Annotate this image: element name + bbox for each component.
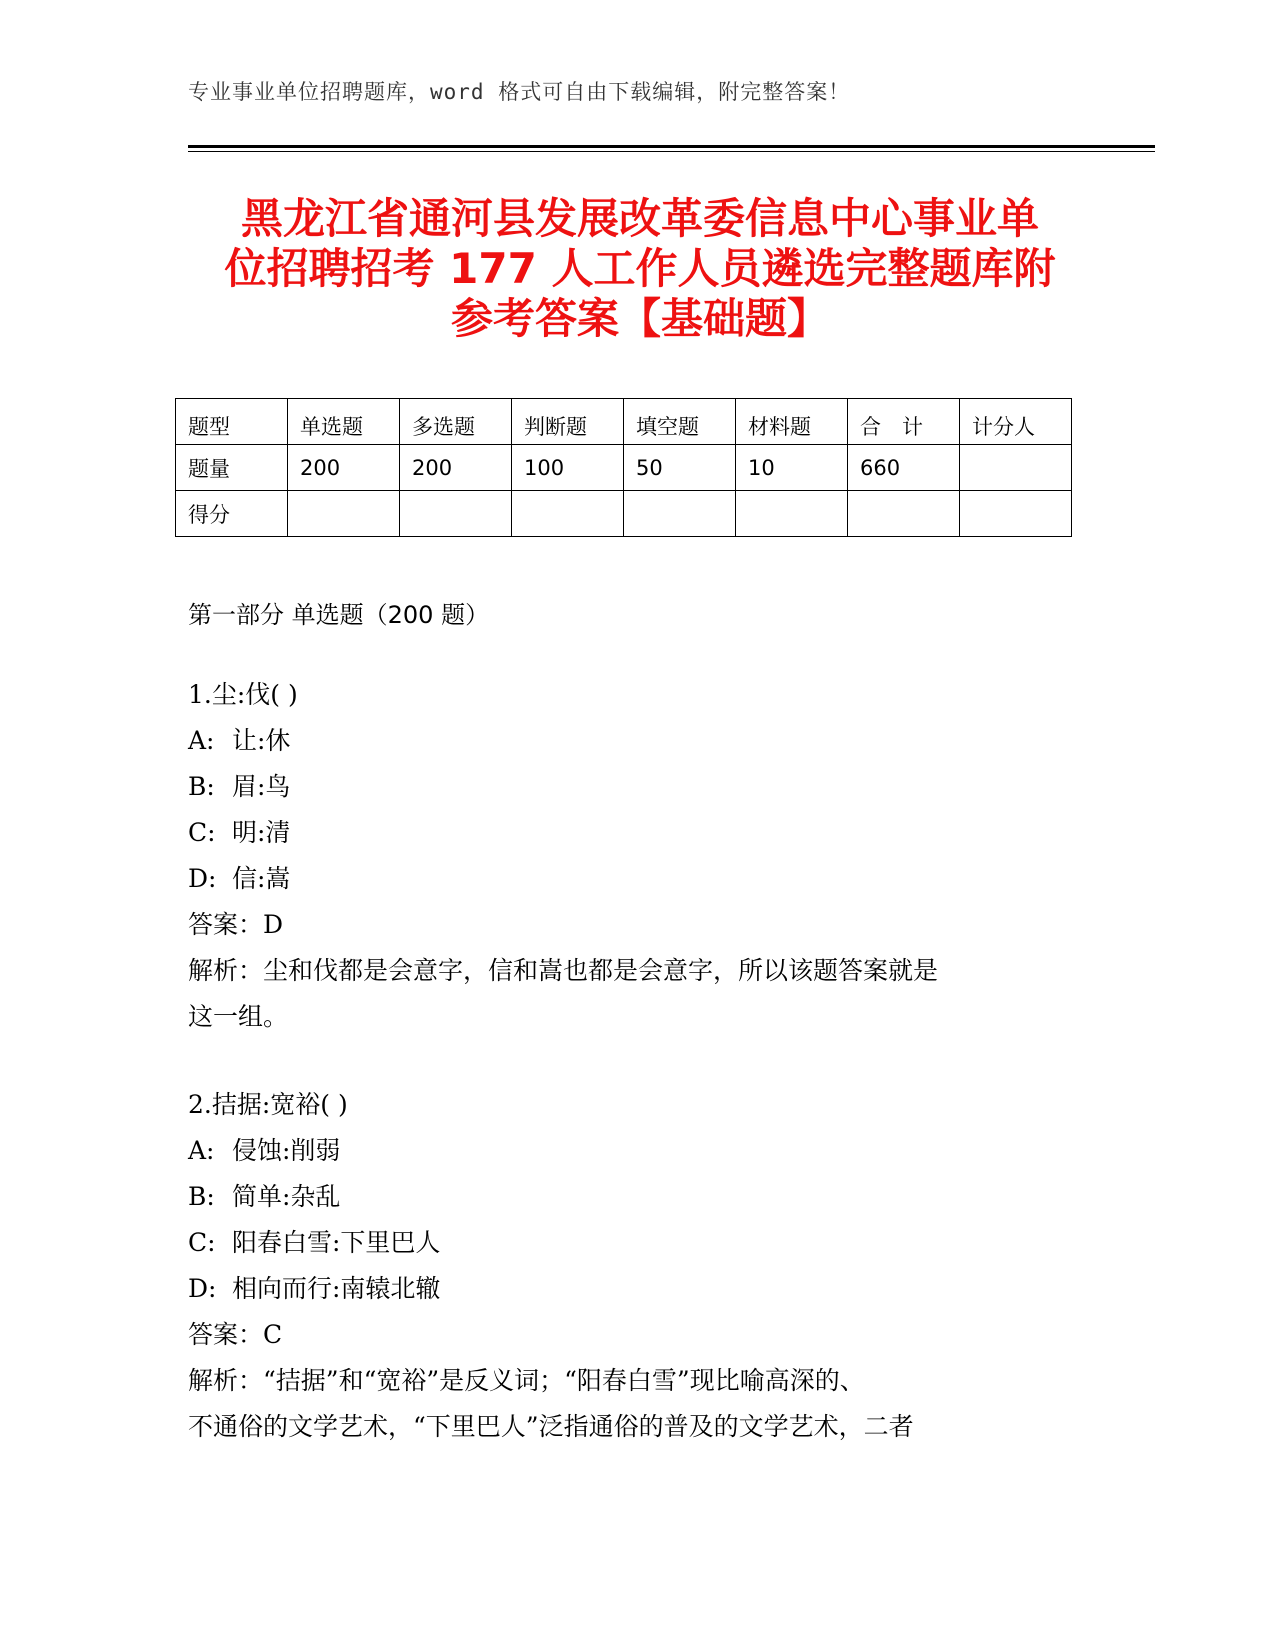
- answer-value: D: [263, 910, 284, 939]
- table-cell: 200: [400, 445, 512, 491]
- question-stem: 2.拮据:宽裕( ): [188, 1090, 348, 1119]
- title-line-3: 参考答案【基础题】: [450, 294, 829, 343]
- option-d: [188, 856, 1068, 902]
- table-cell: [848, 491, 960, 537]
- table-cell: [736, 491, 848, 537]
- option-letter: C:: [188, 818, 216, 847]
- header-cell: 填空题: [624, 399, 736, 445]
- header-cell: 合 计: [848, 399, 960, 445]
- answer: [188, 1312, 1068, 1358]
- question-1: [188, 672, 1068, 1040]
- table-cell: 得分: [176, 491, 288, 537]
- analysis-continued: 这一组。: [188, 1002, 289, 1031]
- document-title: [190, 194, 1090, 344]
- analysis-label: 解析：: [188, 956, 264, 985]
- table-cell: 10: [736, 445, 848, 491]
- table-cell: 题量: [176, 445, 288, 491]
- option-c: [188, 1220, 1068, 1266]
- table-cell: 50: [624, 445, 736, 491]
- option-d: [188, 1266, 1068, 1312]
- table-cell: 660: [848, 445, 960, 491]
- analysis-label: 解析：: [188, 1366, 264, 1395]
- score-table-row: [176, 445, 1072, 491]
- option-letter: B:: [188, 1182, 215, 1211]
- option-b: [188, 1174, 1068, 1220]
- score-table-row: [176, 491, 1072, 537]
- section-title: 第一部分 单选题（200 题）: [188, 601, 490, 629]
- option-letter: D:: [188, 864, 217, 893]
- analysis-text: “拮据”和“宽裕”是反义词；“阳春白雪”现比喻高深的、: [263, 1366, 865, 1395]
- option-letter: D:: [188, 1274, 217, 1303]
- option-letter: A:: [188, 726, 215, 755]
- option-text: 相向而行:南辕北辙: [232, 1274, 441, 1303]
- option-c: [188, 810, 1068, 856]
- option-text: 让:休: [232, 726, 291, 755]
- title-line-2: 位招聘招考 177 人工作人员遴选完整题库附: [224, 244, 1056, 293]
- table-cell: [512, 491, 624, 537]
- title-line-1: 黑龙江省通河县发展改革委信息中心事业单: [240, 194, 1039, 243]
- question-stem: 1.尘:伐( ): [188, 680, 298, 709]
- analysis-continued: 不通俗的文学艺术，“下里巴人”泛指通俗的普及的文学艺术，二者: [188, 1412, 914, 1441]
- header-cell: 判断题: [512, 399, 624, 445]
- table-cell: [624, 491, 736, 537]
- header-note: 专业事业单位招聘题库，word 格式可自由下载编辑，附完整答案！: [188, 80, 851, 104]
- answer-label: 答案：: [188, 1320, 264, 1349]
- table-cell: 200: [288, 445, 400, 491]
- header-cell: 多选题: [400, 399, 512, 445]
- option-text: 阳春白雪:下里巴人: [232, 1228, 441, 1257]
- score-table: [175, 398, 1072, 537]
- table-cell: [400, 491, 512, 537]
- option-letter: A:: [188, 1136, 215, 1165]
- score-table-header-row: [176, 399, 1072, 445]
- analysis: [188, 948, 1068, 994]
- option-b: [188, 764, 1068, 810]
- answer: [188, 902, 1068, 948]
- option-a: [188, 1128, 1068, 1174]
- question-2: [188, 1082, 1068, 1450]
- header-cell: 单选题: [288, 399, 400, 445]
- analysis-text: 尘和伐都是会意字，信和嵩也都是会意字，所以该题答案就是: [263, 956, 939, 985]
- option-a: [188, 718, 1068, 764]
- option-letter: C:: [188, 1228, 216, 1257]
- table-cell: [288, 491, 400, 537]
- option-text: 侵蚀:削弱: [232, 1136, 341, 1165]
- header-cell: 计分人: [960, 399, 1072, 445]
- table-cell: [960, 445, 1072, 491]
- table-cell: 100: [512, 445, 624, 491]
- answer-label: 答案：: [188, 910, 264, 939]
- option-text: 简单:杂乱: [232, 1182, 341, 1211]
- answer-value: C: [263, 1320, 283, 1349]
- option-text: 眉:鸟: [232, 772, 291, 801]
- header-cell: 题型: [176, 399, 288, 445]
- header-cell: 材料题: [736, 399, 848, 445]
- header-divider: [188, 145, 1155, 152]
- option-letter: B:: [188, 772, 215, 801]
- option-text: 明:清: [232, 818, 291, 847]
- table-cell: [960, 491, 1072, 537]
- analysis: [188, 1358, 1068, 1404]
- option-text: 信:嵩: [232, 864, 291, 893]
